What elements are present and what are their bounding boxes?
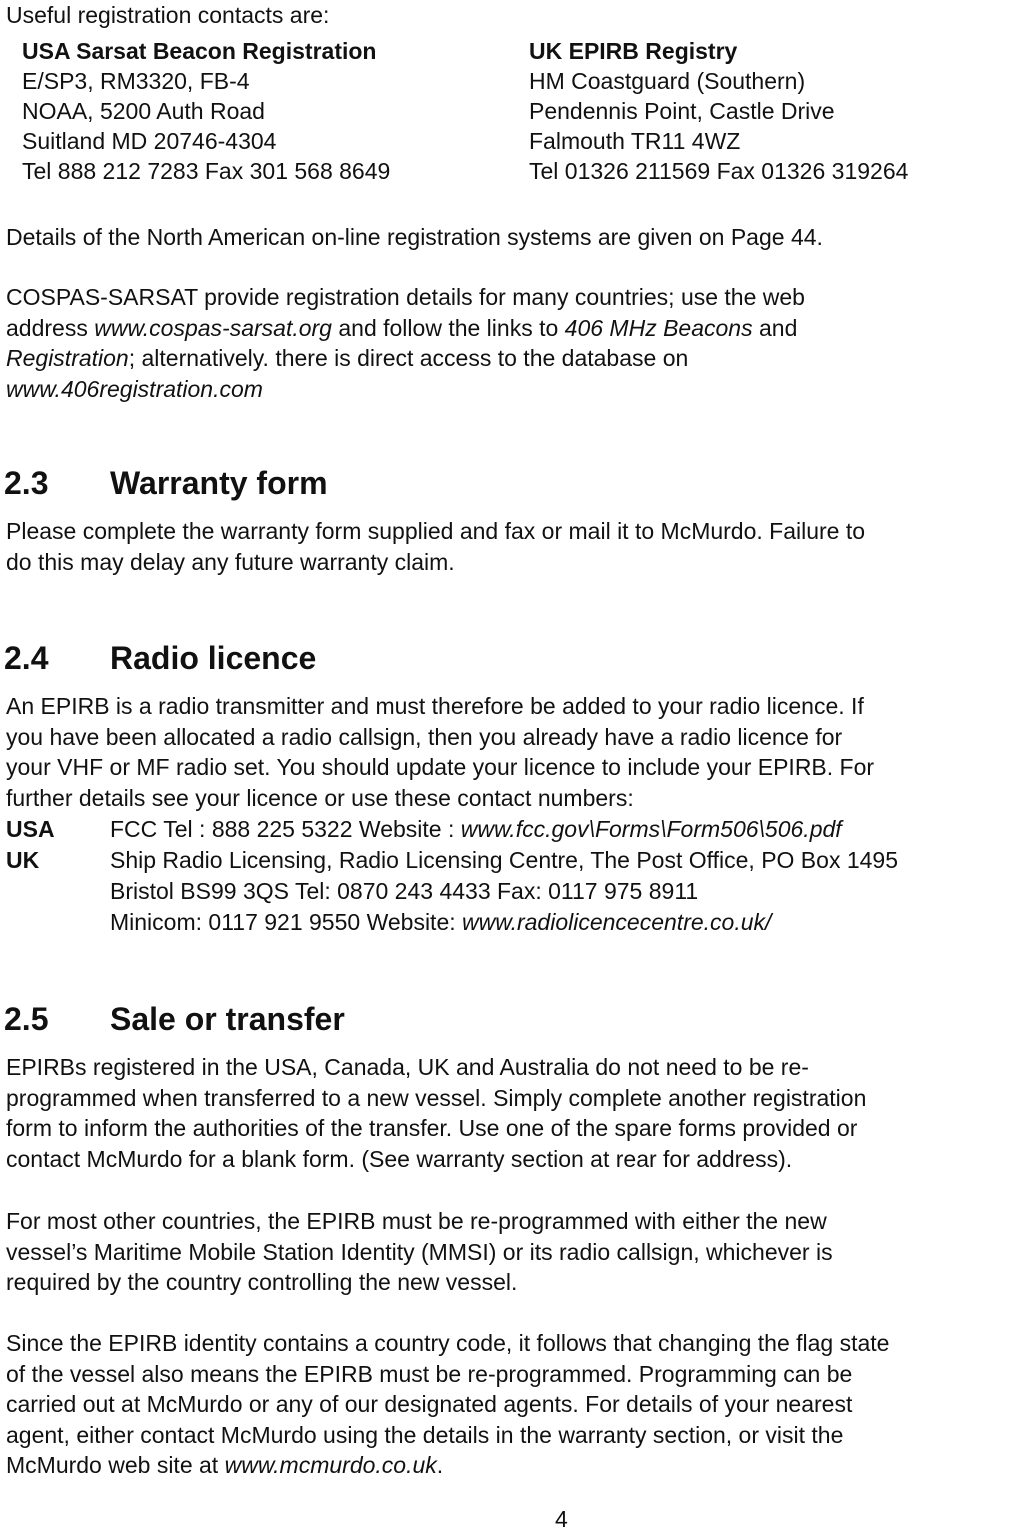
uk-contact-block (529, 36, 908, 186)
usa-contact-title: USA Sarsat Beacon Registration (22, 38, 377, 64)
uk-label: UK (6, 847, 40, 873)
cospas-url-link[interactable]: www.cospas-sarsat.org (94, 314, 332, 341)
section-title: Sale or transfer (110, 1001, 345, 1037)
uk-contact-line: Pendennis Point, Castle Drive (529, 98, 835, 124)
uk-contact-title: UK EPIRB Registry (529, 38, 738, 64)
uk-contact-line: Falmouth TR11 4WZ (529, 128, 741, 154)
usa-contact-line: Suitland MD 20746-4304 (22, 128, 277, 154)
registration-link-text: Registration (6, 345, 129, 371)
uk-licensing-line: Bristol BS99 3QS Tel: 0870 243 4433 Fax: 0117 975 8911 (110, 878, 699, 904)
usa-label: USA (6, 816, 55, 842)
radio-licence-paragraph: An EPIRB is a radio transmitter and must therefore be added to your radio licence. If you have been allocated a radio callsign, then you already have a radio licence for your VHF or MF radio set. You should update your licence to include your EPIRB. For further details see your licence or use these contact numbers: (6, 693, 875, 811)
cospas-line: address www.cospas-sarsat.org and follow the links to 406 MHz Beacons and (6, 314, 798, 341)
registration-url-link[interactable]: www.406registration.com (6, 375, 263, 402)
uk-contact-line: Tel 01326 211569 Fax 01326 319264 (529, 158, 909, 184)
mcmurdo-url-link[interactable]: www.mcmurdo.co.uk (224, 1452, 437, 1478)
usa-contact-line: NOAA, 5200 Auth Road (22, 98, 265, 124)
uk-licensing-line: Ship Radio Licensing, Radio Licensing Centre, The Post Office, PO Box 1495 (110, 847, 898, 873)
section-title: Radio licence (110, 640, 317, 676)
page-number: 4 (555, 1506, 568, 1532)
section-number: 2.4 (4, 640, 49, 676)
sale-paragraph-1: EPIRBs registered in the USA, Canada, UK and Australia do not need to be re- programmed when transferred to a new vessel. Simply complete another registration form to inform the authorities of the transfer. Use one of the spare forms provided or contact McMurdo for a blank form. (See warranty section at rear for address). (6, 1054, 867, 1172)
cospas-line: Registration; alternatively. there is direct access to the database on (6, 345, 689, 371)
usa-contact-line: Tel 888 212 7283 Fax 301 568 8649 (22, 158, 391, 184)
sale-paragraph-2: For most other countries, the EPIRB must be re-programmed with either the new vessel’s Maritime Mobile Station Identity (MMSI) or its radio callsign, whichever is required by the country controlling the new vessel. (6, 1208, 833, 1295)
uk-licensing-line: Minicom: 0117 921 9550 Website: www.radiolicencecentre.co.uk/ (110, 909, 772, 935)
fcc-url-link[interactable]: www.fcc.gov\Forms\Form506\506.pdf (460, 816, 842, 842)
usa-contact-line: E/SP3, RM3320, FB-4 (22, 68, 250, 94)
beacons-link-text: 406 MHz Beacons (564, 314, 753, 341)
cospas-paragraph (6, 282, 1034, 404)
section-number: 2.3 (4, 465, 49, 501)
intro-text: Useful registration contacts are: (6, 2, 330, 28)
section-number: 2.5 (4, 1001, 49, 1037)
usa-fcc-contact: FCC Tel : 888 225 5322 Website : www.fcc.gov\Forms\Form506\506.pdf (110, 816, 842, 842)
section-title: Warranty form (110, 465, 328, 501)
radiolicence-url-link[interactable]: www.radiolicencecentre.co.uk/ (462, 909, 772, 935)
usa-contact-block (22, 36, 390, 186)
details-text: Details of the North American on-line registration systems are given on Page 44. (6, 224, 823, 250)
cospas-line: COSPAS-SARSAT provide registration details for many countries; use the web (6, 284, 805, 310)
sale-paragraph-3: Since the EPIRB identity contains a country code, it follows that changing the flag state of the vessel also means the EPIRB must be re-programmed. Programming can be carried out at McMurdo or any of our designated agents. For details of your nearest agent, either contact McMurdo using the details in the warranty section, or visit the McMurdo web site at www.mcmurdo.co.uk. (6, 1330, 890, 1478)
warranty-paragraph: Please complete the warranty form supplied and fax or mail it to McMurdo. Failure to do this may delay any future warranty claim. (6, 518, 866, 575)
uk-contact-line: HM Coastguard (Southern) (529, 68, 806, 94)
